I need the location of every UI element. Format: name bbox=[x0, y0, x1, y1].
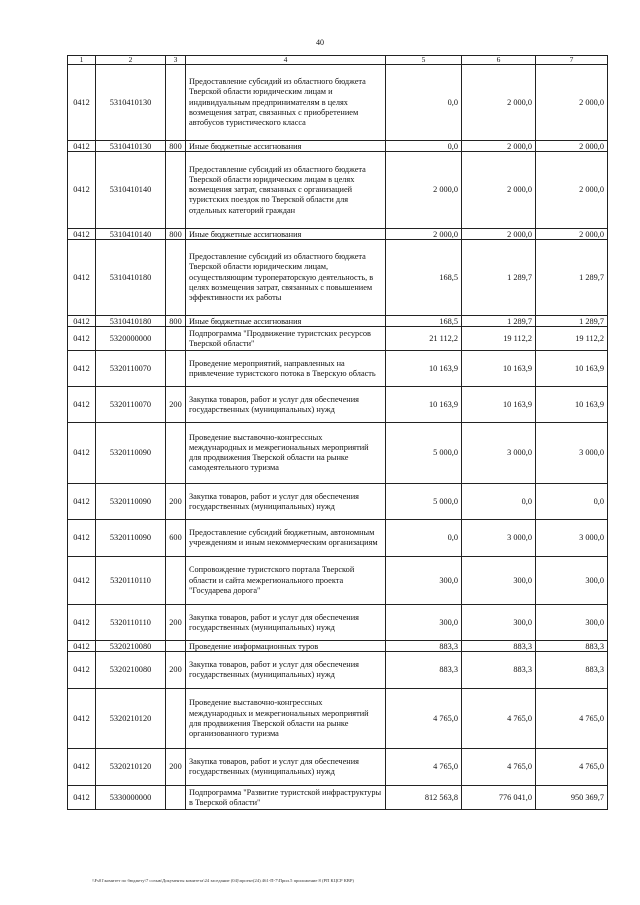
item-name-cell: Иные бюджетные ассигнования bbox=[186, 316, 386, 327]
section-cell: 0412 bbox=[68, 652, 96, 689]
item-name-cell: Закупка товаров, работ и услуг для обеспечения государственных (муниципальных) нужд bbox=[186, 387, 386, 423]
target-article-cell: 5320110110 bbox=[96, 557, 166, 605]
section-cell: 0412 bbox=[68, 229, 96, 240]
column-header: 2 bbox=[96, 56, 166, 65]
target-article-cell: 5310410140 bbox=[96, 152, 166, 229]
amount-cell: 0,0 bbox=[386, 520, 462, 557]
amount-cell: 5 000,0 bbox=[386, 423, 462, 484]
section-cell: 0412 bbox=[68, 520, 96, 557]
table-row bbox=[68, 316, 608, 327]
section-cell: 0412 bbox=[68, 240, 96, 316]
amount-cell: 19 112,2 bbox=[462, 327, 536, 351]
file-path-footer: \\Fs01\комитет по бюджету\7 созыв\Документы комитета\24 заседание (04)\проект(24) 461-П-7\Прил.5 приложение 8 (РП КЦСР КВР) bbox=[92, 878, 354, 883]
item-name-cell: Предоставление субсидий из областного бюджета Тверской области юридическим лицам, осуществляющим туроператорскую деятельность, в целях возмещения затрат, связанных с повышением эффективности их работы bbox=[186, 240, 386, 316]
amount-cell: 0,0 bbox=[462, 484, 536, 520]
expense-type-cell bbox=[166, 557, 186, 605]
section-cell: 0412 bbox=[68, 327, 96, 351]
table-header-row bbox=[68, 56, 608, 65]
column-header: 6 bbox=[462, 56, 536, 65]
table-row bbox=[68, 557, 608, 605]
amount-cell: 10 163,9 bbox=[386, 387, 462, 423]
item-name-cell: Проведение мероприятий, направленных на привлечение туристского потока в Тверскую область bbox=[186, 351, 386, 387]
amount-cell: 883,3 bbox=[386, 652, 462, 689]
target-article-cell: 5310410130 bbox=[96, 65, 166, 141]
item-name-cell: Закупка товаров, работ и услуг для обеспечения государственных (муниципальных) нужд bbox=[186, 652, 386, 689]
table-row bbox=[68, 689, 608, 749]
amount-cell: 1 289,7 bbox=[536, 316, 608, 327]
section-cell: 0412 bbox=[68, 689, 96, 749]
table-row bbox=[68, 520, 608, 557]
amount-cell: 168,5 bbox=[386, 316, 462, 327]
amount-cell: 300,0 bbox=[386, 605, 462, 641]
section-cell: 0412 bbox=[68, 387, 96, 423]
item-name-cell: Предоставление субсидий из областного бюджета Тверской области юридическим лицам в целях возмещения затрат, связанных с организацией туристских поездок по Тверской области для отдельных категорий граждан bbox=[186, 152, 386, 229]
table-row bbox=[68, 229, 608, 240]
section-cell: 0412 bbox=[68, 641, 96, 652]
section-cell: 0412 bbox=[68, 141, 96, 152]
target-article-cell: 5310410180 bbox=[96, 316, 166, 327]
column-header: 7 bbox=[536, 56, 608, 65]
table-row bbox=[68, 652, 608, 689]
amount-cell: 10 163,9 bbox=[536, 387, 608, 423]
expense-type-cell: 200 bbox=[166, 484, 186, 520]
section-cell: 0412 bbox=[68, 605, 96, 641]
amount-cell: 0,0 bbox=[536, 484, 608, 520]
table-row bbox=[68, 484, 608, 520]
amount-cell: 2 000,0 bbox=[462, 141, 536, 152]
table-row bbox=[68, 327, 608, 351]
amount-cell: 3 000,0 bbox=[536, 423, 608, 484]
amount-cell: 10 163,9 bbox=[536, 351, 608, 387]
column-header: 4 bbox=[186, 56, 386, 65]
amount-cell: 4 765,0 bbox=[386, 689, 462, 749]
expense-type-cell bbox=[166, 351, 186, 387]
amount-cell: 300,0 bbox=[536, 605, 608, 641]
item-name-cell: Проведение выставочно-конгрессных международных и межрегиональных мероприятий для продвижения Тверской области на рынке самодеятельного туризма bbox=[186, 423, 386, 484]
amount-cell: 2 000,0 bbox=[536, 65, 608, 141]
table-row bbox=[68, 749, 608, 786]
amount-cell: 883,3 bbox=[536, 641, 608, 652]
amount-cell: 21 112,2 bbox=[386, 327, 462, 351]
amount-cell: 4 765,0 bbox=[462, 689, 536, 749]
table-row bbox=[68, 786, 608, 810]
table-row bbox=[68, 351, 608, 387]
section-cell: 0412 bbox=[68, 557, 96, 605]
table-row bbox=[68, 641, 608, 652]
amount-cell: 2 000,0 bbox=[462, 229, 536, 240]
item-name-cell: Иные бюджетные ассигнования bbox=[186, 229, 386, 240]
column-header: 5 bbox=[386, 56, 462, 65]
expense-type-cell bbox=[166, 689, 186, 749]
amount-cell: 2 000,0 bbox=[386, 229, 462, 240]
expense-type-cell: 600 bbox=[166, 520, 186, 557]
amount-cell: 1 289,7 bbox=[462, 240, 536, 316]
item-name-cell: Подпрограмма "Продвижение туристских ресурсов Тверской области" bbox=[186, 327, 386, 351]
amount-cell: 4 765,0 bbox=[386, 749, 462, 786]
target-article-cell: 5320210120 bbox=[96, 749, 166, 786]
amount-cell: 883,3 bbox=[462, 652, 536, 689]
item-name-cell: Проведение информационных туров bbox=[186, 641, 386, 652]
target-article-cell: 5320210120 bbox=[96, 689, 166, 749]
amount-cell: 2 000,0 bbox=[536, 229, 608, 240]
item-name-cell: Закупка товаров, работ и услуг для обеспечения государственных (муниципальных) нужд bbox=[186, 605, 386, 641]
target-article-cell: 5330000000 bbox=[96, 786, 166, 810]
amount-cell: 1 289,7 bbox=[462, 316, 536, 327]
table-body bbox=[68, 56, 608, 810]
amount-cell: 2 000,0 bbox=[536, 152, 608, 229]
amount-cell: 168,5 bbox=[386, 240, 462, 316]
amount-cell: 883,3 bbox=[536, 652, 608, 689]
table-row bbox=[68, 141, 608, 152]
section-cell: 0412 bbox=[68, 786, 96, 810]
section-cell: 0412 bbox=[68, 316, 96, 327]
target-article-cell: 5320110110 bbox=[96, 605, 166, 641]
expense-type-cell: 800 bbox=[166, 141, 186, 152]
expense-type-cell bbox=[166, 327, 186, 351]
expense-type-cell bbox=[166, 152, 186, 229]
table-row bbox=[68, 387, 608, 423]
column-header: 1 bbox=[68, 56, 96, 65]
expense-type-cell bbox=[166, 423, 186, 484]
item-name-cell: Сопровождение туристского портала Тверской области и сайта межрегионального проекта "Государева дорога" bbox=[186, 557, 386, 605]
budget-table bbox=[67, 55, 608, 810]
table-row bbox=[68, 423, 608, 484]
expense-type-cell bbox=[166, 65, 186, 141]
amount-cell: 2 000,0 bbox=[462, 152, 536, 229]
item-name-cell: Предоставление субсидий из областного бюджета Тверской области юридическим лицам и индивидуальным предпринимателям в целях возмещения затрат, связанных с приобретением автобусов туристического класса bbox=[186, 65, 386, 141]
expense-type-cell: 800 bbox=[166, 229, 186, 240]
expense-type-cell: 200 bbox=[166, 652, 186, 689]
amount-cell: 3 000,0 bbox=[462, 423, 536, 484]
amount-cell: 300,0 bbox=[536, 557, 608, 605]
amount-cell: 4 765,0 bbox=[536, 689, 608, 749]
expense-type-cell: 200 bbox=[166, 749, 186, 786]
amount-cell: 883,3 bbox=[386, 641, 462, 652]
amount-cell: 1 289,7 bbox=[536, 240, 608, 316]
section-cell: 0412 bbox=[68, 351, 96, 387]
amount-cell: 3 000,0 bbox=[462, 520, 536, 557]
expense-type-cell bbox=[166, 240, 186, 316]
table-row bbox=[68, 240, 608, 316]
amount-cell: 2 000,0 bbox=[536, 141, 608, 152]
item-name-cell: Предоставление субсидий бюджетным, автономным учреждениям и иным некоммерческим организациям bbox=[186, 520, 386, 557]
expense-type-cell: 200 bbox=[166, 387, 186, 423]
amount-cell: 300,0 bbox=[462, 557, 536, 605]
amount-cell: 10 163,9 bbox=[462, 387, 536, 423]
section-cell: 0412 bbox=[68, 749, 96, 786]
target-article-cell: 5320110090 bbox=[96, 520, 166, 557]
table-row bbox=[68, 65, 608, 141]
amount-cell: 4 765,0 bbox=[536, 749, 608, 786]
amount-cell: 776 041,0 bbox=[462, 786, 536, 810]
amount-cell: 4 765,0 bbox=[462, 749, 536, 786]
amount-cell: 3 000,0 bbox=[536, 520, 608, 557]
amount-cell: 19 112,2 bbox=[536, 327, 608, 351]
target-article-cell: 5310410130 bbox=[96, 141, 166, 152]
column-header: 3 bbox=[166, 56, 186, 65]
table-row bbox=[68, 152, 608, 229]
item-name-cell: Иные бюджетные ассигнования bbox=[186, 141, 386, 152]
amount-cell: 10 163,9 bbox=[386, 351, 462, 387]
target-article-cell: 5320210080 bbox=[96, 641, 166, 652]
target-article-cell: 5320110070 bbox=[96, 387, 166, 423]
amount-cell: 300,0 bbox=[386, 557, 462, 605]
amount-cell: 950 369,7 bbox=[536, 786, 608, 810]
section-cell: 0412 bbox=[68, 152, 96, 229]
item-name-cell: Закупка товаров, работ и услуг для обеспечения государственных (муниципальных) нужд bbox=[186, 484, 386, 520]
amount-cell: 300,0 bbox=[462, 605, 536, 641]
expense-type-cell: 800 bbox=[166, 316, 186, 327]
section-cell: 0412 bbox=[68, 423, 96, 484]
expense-type-cell: 200 bbox=[166, 605, 186, 641]
target-article-cell: 5320210080 bbox=[96, 652, 166, 689]
target-article-cell: 5320110090 bbox=[96, 423, 166, 484]
amount-cell: 0,0 bbox=[386, 141, 462, 152]
item-name-cell: Закупка товаров, работ и услуг для обеспечения государственных (муниципальных) нужд bbox=[186, 749, 386, 786]
amount-cell: 883,3 bbox=[462, 641, 536, 652]
item-name-cell: Проведение выставочно-конгрессных международных и межрегиональных мероприятий для продвижения Тверской области на рынке организованного туризма bbox=[186, 689, 386, 749]
page-number: 40 bbox=[316, 38, 324, 47]
section-cell: 0412 bbox=[68, 65, 96, 141]
target-article-cell: 5320110070 bbox=[96, 351, 166, 387]
table-row bbox=[68, 605, 608, 641]
target-article-cell: 5310410180 bbox=[96, 240, 166, 316]
target-article-cell: 5310410140 bbox=[96, 229, 166, 240]
amount-cell: 0,0 bbox=[386, 65, 462, 141]
amount-cell: 2 000,0 bbox=[462, 65, 536, 141]
amount-cell: 812 563,8 bbox=[386, 786, 462, 810]
target-article-cell: 5320000000 bbox=[96, 327, 166, 351]
expense-type-cell bbox=[166, 786, 186, 810]
target-article-cell: 5320110090 bbox=[96, 484, 166, 520]
expense-type-cell bbox=[166, 641, 186, 652]
amount-cell: 5 000,0 bbox=[386, 484, 462, 520]
item-name-cell: Подпрограмма "Развитие туристской инфраструктуры в Тверской области" bbox=[186, 786, 386, 810]
section-cell: 0412 bbox=[68, 484, 96, 520]
amount-cell: 2 000,0 bbox=[386, 152, 462, 229]
amount-cell: 10 163,9 bbox=[462, 351, 536, 387]
